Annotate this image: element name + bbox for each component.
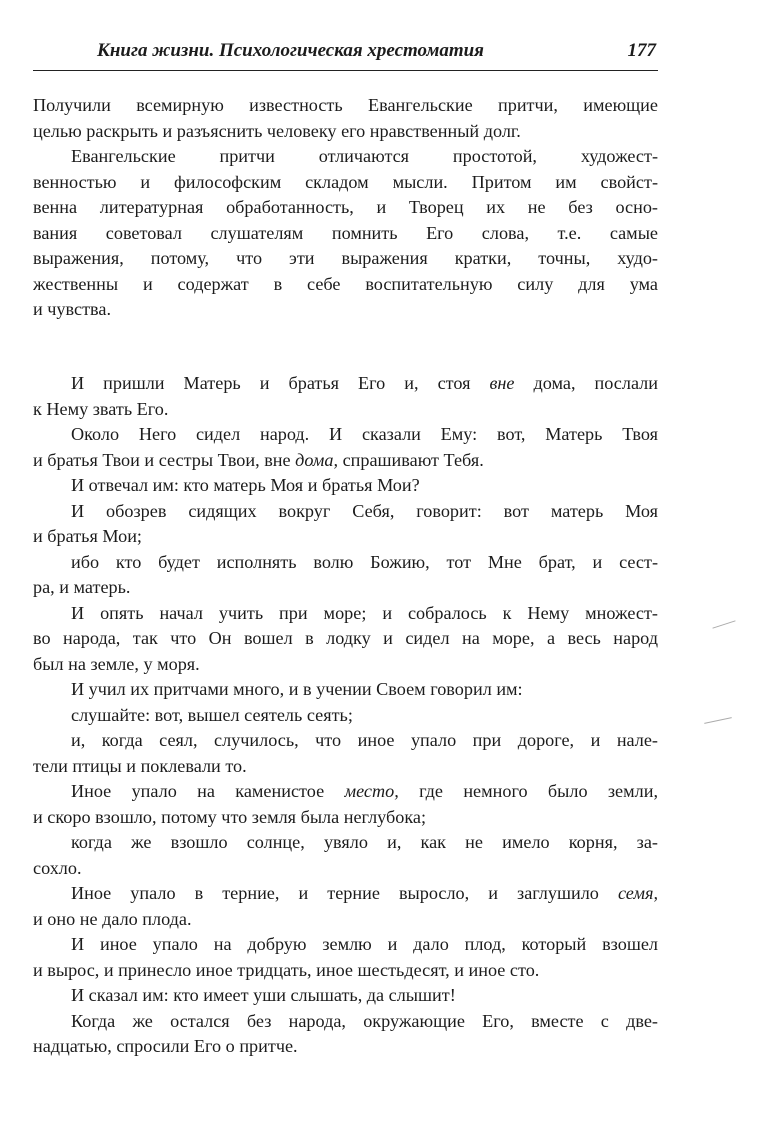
text-line: Когда же остался без народа, окружающие Его, вместе с две- (71, 1010, 658, 1031)
text-line: венностью и философским складом мысли. Притом им свойст- (33, 171, 658, 192)
text-line: был на земле, у моря. (33, 653, 200, 674)
italic-word: место, (344, 781, 399, 801)
text-line: И обозрев сидящих вокруг Себя, говорит: вот матерь Моя (71, 500, 658, 521)
text-line: и чувства. (33, 299, 111, 319)
text-line: целью раскрыть и разъяснить человеку его нравственный долг. (33, 120, 521, 141)
text-line: венна литературная обработанность, и Творец их не без осно- (33, 197, 658, 217)
text-line: И опять начал учить при море; и собралось к Нему множест- (71, 602, 658, 623)
gospel-text-section (33, 371, 658, 1060)
text-line: надцатью, спросили Его о притче. (33, 1036, 298, 1056)
verse (33, 830, 658, 881)
text-line: и вырос, и принесло иное тридцать, иное шестьдесят, и иное сто. (33, 959, 540, 980)
verse (33, 983, 658, 1009)
text-line: Евангельские притчи отличаются простотой, художест- (71, 146, 658, 166)
text-line: и братья Мои; (33, 526, 142, 546)
text-line: Иное упало на каменистое место, где немного было земли, (71, 781, 658, 801)
text-line: И пришли Матерь и братья Его и, стоя вне дома, послали (71, 373, 658, 393)
text-line: и оно не дало плода. (33, 908, 192, 929)
verse (33, 499, 658, 550)
text-line: Иное упало в терние, и терние выросло, и заглушило семя, (71, 883, 658, 903)
text-line: ра, и матерь. (33, 577, 131, 597)
book-page (33, 36, 658, 1056)
italic-word: вне (489, 373, 515, 393)
verse (33, 550, 658, 601)
text-line: к Нему звать Его. (33, 398, 169, 419)
text-line: жественны и содержат в себе воспитательную силу для ума (33, 273, 658, 294)
verse (33, 1009, 658, 1060)
text-line: И отвечал им: кто матерь Моя и братья Мои? (71, 475, 420, 495)
scan-mark (712, 620, 735, 628)
verse (33, 779, 658, 830)
paragraph (33, 144, 658, 323)
italic-word: дома, (295, 449, 339, 470)
text-line: выражения, потому, что эти выражения кратки, точны, худо- (33, 248, 658, 268)
verse (33, 677, 658, 703)
text-line: и братья Твои и сестры Твои, вне дома, спрашивают Тебя. (33, 449, 484, 470)
text-line: сохло. (33, 857, 82, 878)
text-line: во народа, так что Он вошел в лодку и сидел на море, а весь народ (33, 628, 658, 648)
intro-section (33, 93, 658, 323)
text-line: Получили всемирную известность Евангельские притчи, имеющие (33, 95, 658, 115)
text-line: И иное упало на добрую землю и дало плод, который взошел (71, 934, 658, 954)
verse (33, 728, 658, 779)
running-title: Книга жизни. Психологическая хрестоматия (97, 40, 484, 61)
page-number: 177 (627, 40, 656, 61)
verse (33, 703, 658, 729)
text-line: И сказал им: кто имеет уши слышать, да слышит! (71, 985, 456, 1005)
text-line: ибо кто будет исполнять волю Божию, тот Мне брат, и сест- (71, 551, 658, 572)
verse (33, 601, 658, 678)
scan-mark (704, 717, 732, 724)
text-line: вания советовал слушателям помнить Его слова, т.е. самые (33, 222, 658, 243)
text-line: когда же взошло солнце, увяло и, как не имело корня, за- (71, 832, 658, 852)
verse (33, 881, 658, 932)
text-line: тели птицы и поклевали то. (33, 755, 247, 776)
text-line: И учил их притчами много, и в учении Своем говорил им: (71, 679, 523, 699)
verse (33, 371, 658, 422)
text-line: Около Него сидел народ. И сказали Ему: вот, Матерь Твоя (71, 424, 658, 444)
verse (33, 932, 658, 983)
verse (33, 473, 658, 499)
text-line: и скоро взошло, потому что земля была неглубока; (33, 806, 427, 827)
verse (33, 422, 658, 473)
page-header (33, 36, 658, 71)
italic-word: семя, (617, 883, 658, 903)
text-line: слушайте: вот, вышел сеятель сеять; (71, 704, 353, 725)
paragraph (33, 93, 658, 144)
text-line: и, когда сеял, случилось, что иное упало при дороге, и нале- (71, 730, 658, 750)
